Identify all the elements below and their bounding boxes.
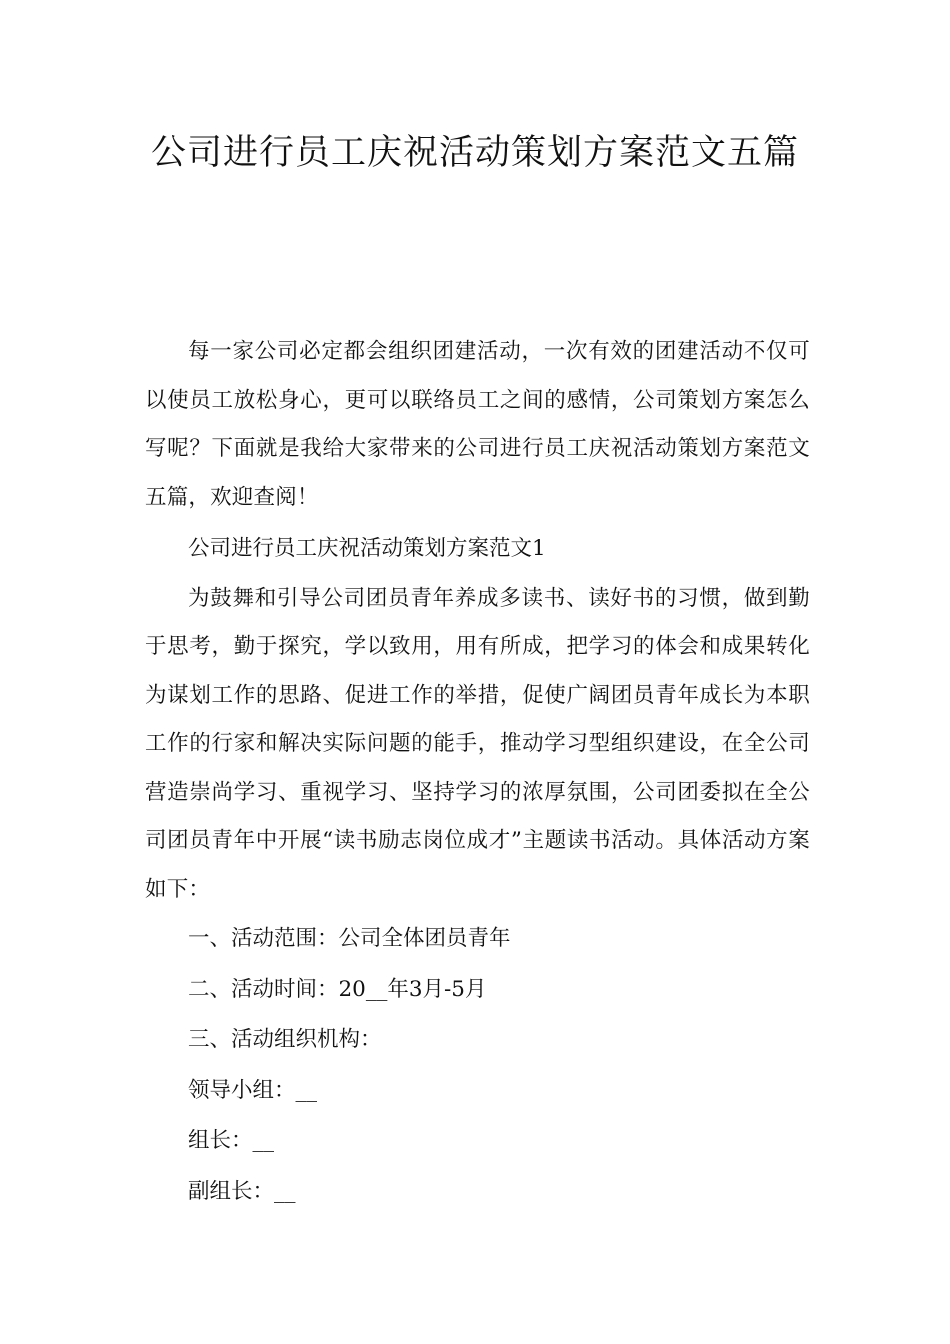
deputy-leader-line: 副组长：__	[188, 1178, 296, 1204]
section-heading: 公司进行员工庆祝活动策划方案范文1	[188, 536, 546, 561]
activity-scope-line: 一、活动范围：公司全体团员青年	[188, 926, 511, 951]
document-title: 公司进行员工庆祝活动策划方案范文五篇	[150, 133, 799, 173]
document-body	[145, 328, 810, 1217]
activity-time-line: 二、活动时间：20__年3月-5月	[188, 976, 487, 1002]
section-paragraph: 为鼓舞和引导公司团员青年养成多读书、读好书的习惯，做到勤于思考，勤于探究，学以致用，用有所成，把学习的体会和成果转化为谋划工作的思路、促进工作的举措，促使广阔团员青年成长为本职工作的行家和解决实际问题的能手，推动学习型组织建设，在全公司营造崇尚学习、重视学习、坚持学习的浓厚氛围，公司团委拟在全公司团员青年中开展“读书励志岗位成才”主题读书活动。具体活动方案如下：	[145, 585, 810, 902]
group-leader-line: 组长：__	[188, 1128, 275, 1153]
leadership-group-line: 领导小组：__	[188, 1077, 318, 1103]
organization-line: 三、活动组织机构：	[188, 1027, 382, 1052]
intro-paragraph: 每一家公司必定都会组织团建活动，一次有效的团建活动不仅可以使员工放松身心，更可以联络员工之间的感情，公司策划方案怎么写呢？下面就是我给大家带来的公司进行员工庆祝活动策划方案范文五篇，欢迎查阅！	[145, 339, 810, 510]
